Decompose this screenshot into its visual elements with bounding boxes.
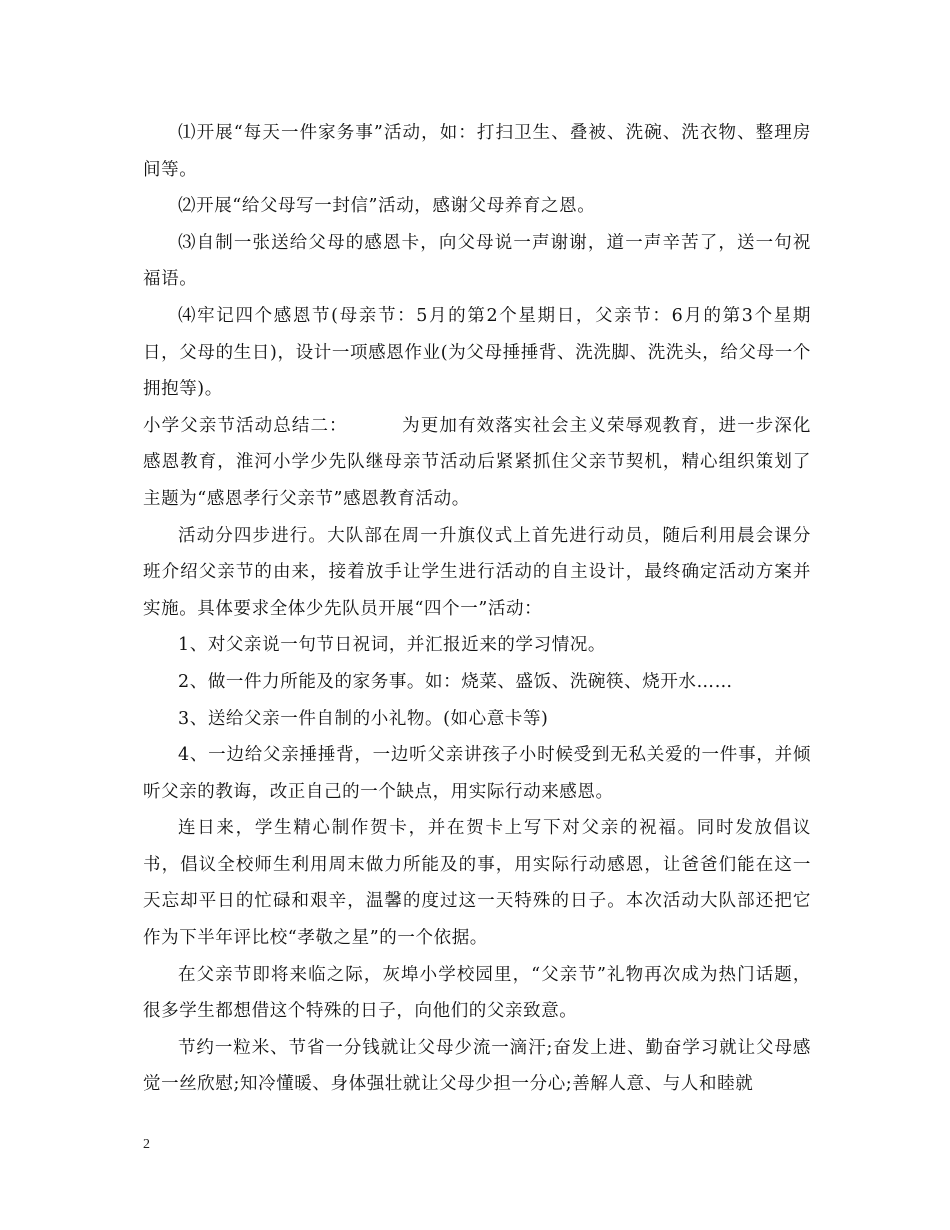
document-body xyxy=(143,115,811,1103)
summary-heading: 小学父亲节活动总结二： xyxy=(143,415,348,436)
fathers-day-gift-paragraph: 在父亲节即将来临之际，灰埠小学校园里，“父亲节”礼物再次成为热门话题，很多学生都想借这个特殊的日子，向他们的父亲致意。 xyxy=(143,964,811,1022)
activity-item-3: ⑶自制一张送给父母的感恩卡，向父母说一声谢谢，道一声辛苦了，送一句祝福语。 xyxy=(143,232,811,290)
activity-item-1: ⑴开展“每天一件家务事”活动，如：打扫卫生、叠被、洗碗、洗衣物、整理房间等。 xyxy=(143,123,811,180)
summary-intro-paragraph xyxy=(143,408,811,518)
activity-steps-paragraph: 活动分四步进行。大队部在周一升旗仪式上首先进行动员，随后利用晨会课分班介绍父亲节的由来，接着放手让学生进行活动的自主设计，最终确定活动方案并实施。具体要求全体少先队员开展“四个一”活动： xyxy=(143,525,811,619)
four-one-item-4: 4、一边给父亲捶捶背，一边听父亲讲孩子小时候受到无私关爱的一件事，并倾听父亲的教诲，改正自己的一个缺点，用实际行动来感恩。 xyxy=(143,745,811,802)
page-number: 2 xyxy=(143,1137,150,1152)
activity-item-4: ⑷牢记四个感恩节(母亲节：5月的第2个星期日，父亲节：6月的第3个星期日，父母的生日)，设计一项感恩作业(为父母捶捶背、洗洗脚、洗洗头，给父母一个拥抱等)。 xyxy=(143,305,811,400)
four-one-item-2: 2、做一件力所能及的家务事。如：烧菜、盛饭、洗碗筷、烧开水…… xyxy=(178,671,733,692)
thrift-paragraph: 节约一粒米、节省一分钱就让父母少流一滴汗;奋发上进、勤奋学习就让父母感觉一丝欣慰;知冷懂暖、身体强壮就让父母少担一分心;善解人意、与人和睦就 xyxy=(143,1037,811,1095)
activity-item-2: ⑵开展“给父母写一封信”活动，感谢父母养育之恩。 xyxy=(178,196,596,217)
four-one-item-3: 3、送给父亲一件自制的小礼物。(如心意卡等) xyxy=(178,708,549,729)
greeting-card-paragraph: 连日来，学生精心制作贺卡，并在贺卡上写下对父亲的祝福。同时发放倡议书，倡议全校师生利用周末做力所能及的事，用实际行动感恩，让爸爸们能在这一天忘却平日的忙碌和艰辛，温馨的度过这一天特殊的日子。本次活动大队部还把它作为下半年评比校“孝敬之星”的一个依据。 xyxy=(143,818,811,949)
four-one-item-1: 1、对父亲说一句节日祝词，并汇报近来的学习情况。 xyxy=(178,635,607,656)
summary-intro-text: 为更加有效落实社会主义荣辱观教育，进一步深化感恩教育，淮河小学少先队继母亲节活动后紧紧抓住父亲节契机，精心组织策划了主题为“感恩孝行父亲节”感恩教育活动。 xyxy=(143,415,811,509)
